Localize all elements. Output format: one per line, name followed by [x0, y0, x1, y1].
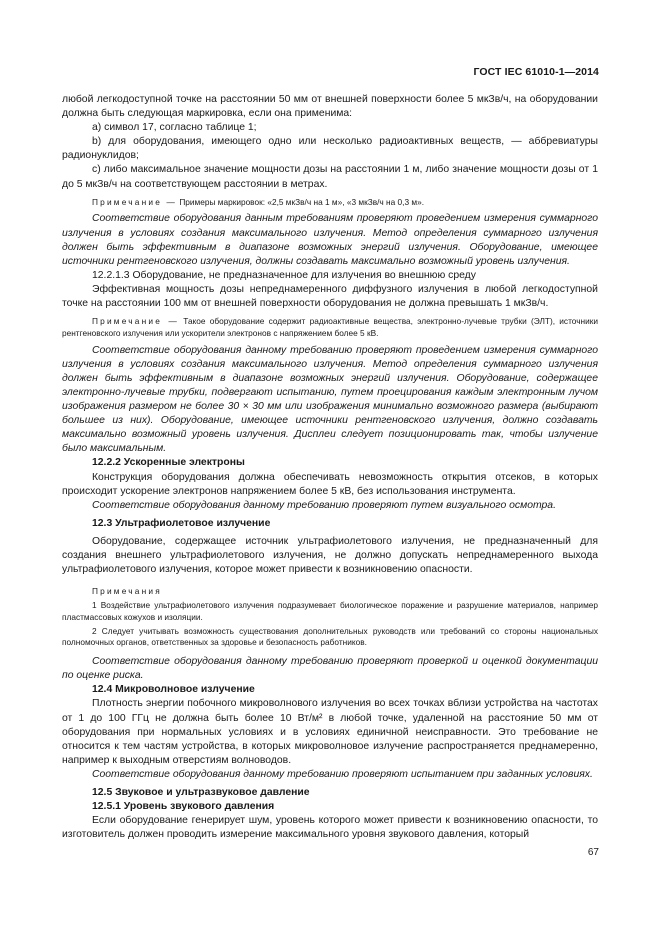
list-item-a: a) символ 17, согласно таблице 1;: [92, 122, 257, 134]
section-heading-12-5: 12.5 Звуковое и ультразвуковое давление: [92, 787, 310, 799]
list-item-b: b) для оборудования, имеющего одно или несколько радиоактивных веществ, — аббревиатуры радионуклидов;: [62, 136, 598, 162]
document-id-header: ГОСТ IEC 61010-1—2014: [473, 66, 599, 78]
section-heading-12-4: 12.4 Микроволновое излучение: [92, 684, 255, 696]
page-number: 67: [587, 847, 599, 858]
compliance-paragraph: Соответствие оборудования данному требованию проверяют проведением измерения суммарного излучения в условиях создания максимального излучения. Метод определения суммарного излучения должен быть эффективным в диапазоне возможных энергий излучения. Оборудование, содержащее электронно-лучевые трубки, подвергают испытанию, путем проецирования каждым электронным лучом изображения размером не более 30 × 30 мм или изображения минимально возможного размера (выбирают большее из них). Оборудование, имеющее источники рентгеновского излучения, должно создавать максимально возможный уровень излучения. Дисплеи следует позиционировать так, чтобы излучение было максимальным.: [62, 344, 598, 455]
note-text: Примеры маркировок: «2,5 мкЗв/ч на 1 м», «3 мкЗв/ч на 0,3 м».: [179, 196, 425, 207]
body-paragraph: Если оборудование генерирует шум, уровень которого может привести к возникновению опасности, то изготовитель должен проводить измерение максимального уровня звукового давления, который: [62, 815, 598, 841]
section-heading-12-2-2: 12.2.2 Ускоренные электроны: [92, 457, 245, 469]
body-paragraph: любой легкодоступной точке на расстоянии 50 мм от внешней поверхности более 5 мкЗв/ч, на оборудовании должна быть следующая маркировка, если она применима:: [62, 94, 598, 120]
body-paragraph: Эффективная мощность дозы непреднамеренного диффузного излучения в любой легкодоступной точке на расстоянии 100 мм от внешней поверхности оборудования не должна превышать 1 мкЗв/ч.: [62, 283, 598, 310]
note: [62, 316, 598, 340]
body-paragraph: Конструкция оборудования должна обеспечивать невозможность открытия отсеков, в которых происходит ускорение электронов напряжением более 5 кВ, без использования инструмента.: [62, 471, 598, 497]
note-text: Такое оборудование содержит радиоактивные вещества, электронно-лучевые трубки (ЭЛТ), источники рентгеновского излучения или ускорители электронов с напряжением более 5 кВ.: [62, 316, 599, 338]
body-paragraph: Оборудование, содержащее источник ультрафиолетового излучения, не предназначенный для создания внешнего ультрафиолетового излучения, не должно допускать непреднамеренного выхода ультрафиолетового излучения, которое может привести к возникновению опасности.: [62, 535, 598, 576]
list-item-c: c) либо максимальное значение мощности дозы на расстоянии 1 м, либо значение мощности дозы от 1 до 5 мкЗв/ч на соответствующем расстоянии в метрах.: [62, 164, 598, 190]
note-item-1: 1 Воздействие ультрафиолетового излучения подразумевает биологическое поражение и разрушение материалов, например пластмассовых кожухов и изоляции.: [62, 600, 598, 622]
document-body: [62, 93, 598, 842]
note-item-2: 2 Следует учитывать возможность существования дополнительных руководств или требований со стороны национальных полномочных органов, ответственных за здоровье и безопасность работников.: [62, 625, 598, 648]
compliance-paragraph: Соответствие оборудования данному требованию проверяют путем визуального осмотра.: [92, 499, 556, 511]
section-heading-12-3: 12.3 Ультрафиолетовое излучение: [92, 517, 271, 529]
note-label: Примечание —: [92, 316, 179, 327]
note: [62, 197, 598, 209]
compliance-paragraph: Соответствие оборудования данному требованию проверяют испытанием при заданных условиях.: [92, 768, 593, 780]
subsection-heading: 12.2.1.3 Оборудование, не предназначенное для излучения во внешнюю среду: [92, 269, 476, 281]
body-paragraph: Плотность энергии побочного микроволнового излучения во всех точках вблизи устройства на частотах от 1 до 100 ГГц не должна быть более 10 Вт/м² в любой точке, удаленной на расстояние 50 мм от оборудования при нормальных условиях и в условиях единичной неисправности. Это требование не относится к тем частям устройства, в которых микроволновое излучение распространяется преднамеренно, например к выходным отверстиям волноводов.: [62, 698, 598, 766]
compliance-paragraph: Соответствие оборудования данному требованию проверяют проверкой и оценкой документации по оценке риска.: [62, 656, 598, 682]
compliance-paragraph: Соответствие оборудования данным требованиям проверяют проведением измерения суммарного излучения в условиях создания максимального излучения. Метод определения суммарного излучения должен быть эффективным в диапазоне возможных энергий излучения. Оборудование, имеющее источники рентгеновского излучения, должны создавать максимально возможный уровень излучения.: [62, 213, 598, 267]
section-heading-12-5-1: 12.5.1 Уровень звукового давления: [92, 801, 275, 813]
note-label: Примечание —: [92, 196, 178, 207]
notes-heading: [62, 586, 598, 598]
notes-label: Примечания: [92, 586, 162, 597]
